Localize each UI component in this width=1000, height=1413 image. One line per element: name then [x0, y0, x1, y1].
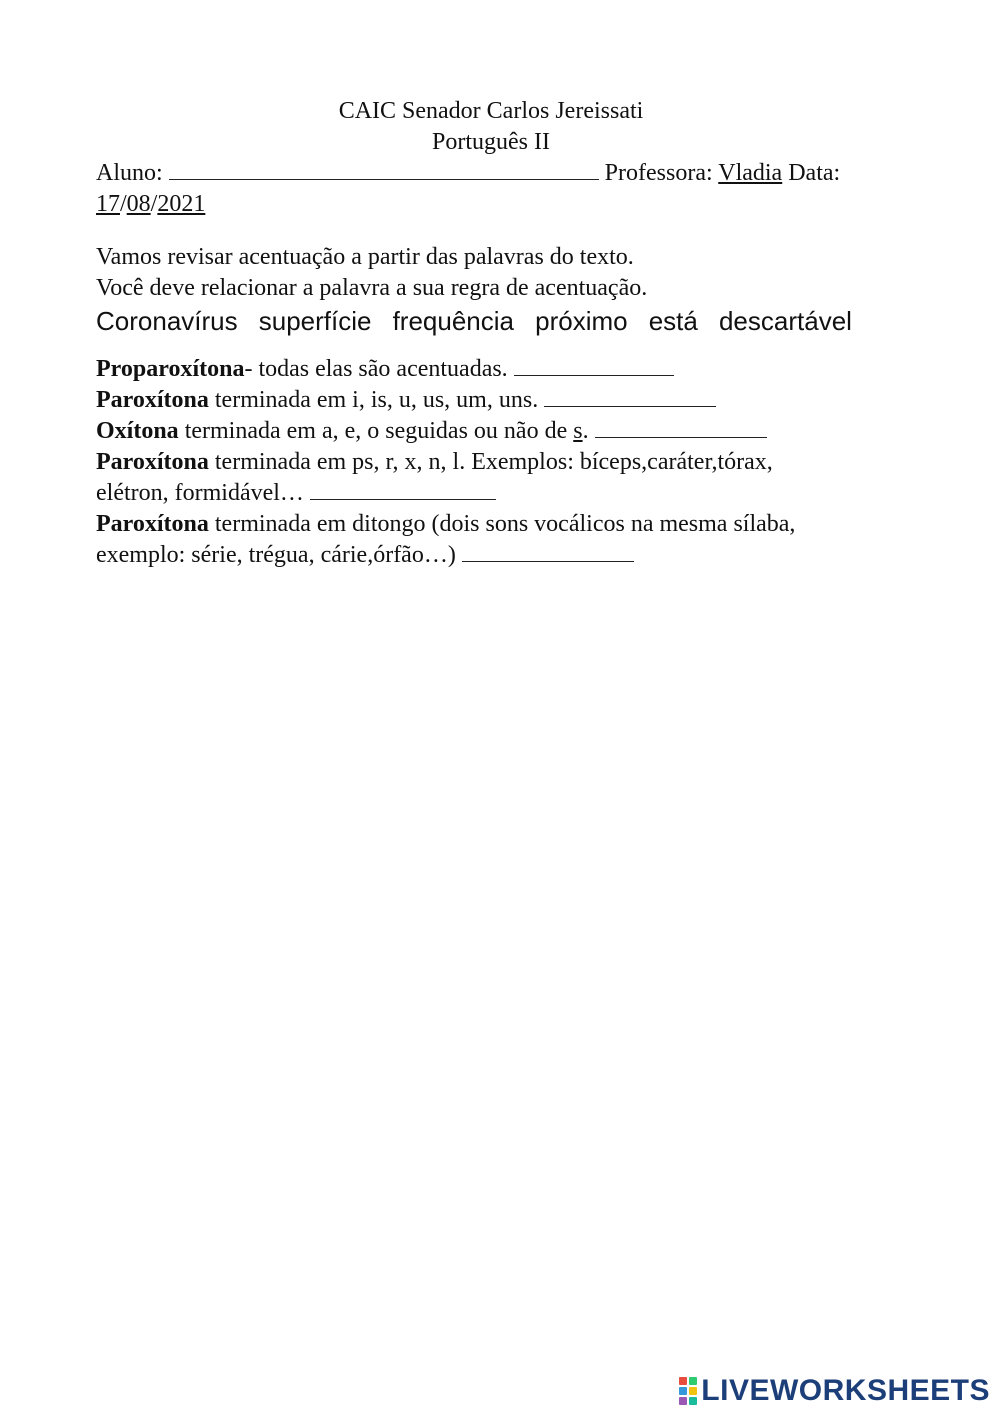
date-separator: / [120, 191, 127, 217]
rule-paroxitona-ps [96, 447, 886, 478]
rule-text: elétron, formidável… [96, 480, 304, 506]
rule-text: - todas elas são acentuadas. [244, 356, 508, 382]
rule-title: Proparoxítona [96, 356, 245, 382]
teacher-label: Professora: [604, 160, 713, 186]
rule-text: terminada em ditongo (dois sons vocálicos na mesma sílaba, [208, 511, 796, 537]
answer-field-1[interactable] [514, 355, 674, 376]
subject-title: Português II [432, 129, 550, 155]
rule-title: Paroxítona [96, 449, 209, 475]
word-item[interactable]: descartável [718, 306, 852, 336]
answer-field-5[interactable] [462, 541, 634, 562]
rule-paroxitona-ditongo-cont [96, 540, 886, 571]
rule-text: terminada em a, e, o seguidas ou não de [178, 418, 574, 444]
answer-field-4[interactable] [310, 479, 496, 500]
rule-title: Paroxítona [96, 511, 209, 537]
worksheet-page [96, 96, 886, 571]
brand-name: LIVEWORKSHEETS [701, 1374, 990, 1407]
rule-paroxitona-ps-cont [96, 478, 886, 509]
rule-oxitona [96, 416, 886, 447]
student-name-field[interactable] [169, 159, 599, 180]
date-label: Data: [788, 160, 841, 186]
date-month: 08 [126, 191, 151, 217]
school-name: CAIC Senador Carlos Jereissati [338, 98, 644, 124]
rule-text: terminada em ps, r, x, n, l. Exemplos: bíceps,caráter,tórax, [208, 449, 773, 475]
word-item[interactable]: Coronavírus [96, 306, 238, 336]
date-separator: / [150, 191, 158, 217]
rule-period: . [582, 418, 589, 444]
liveworksheets-brand [679, 1374, 990, 1408]
word-item[interactable]: frequência [392, 306, 514, 336]
intro-line-1: Vamos revisar acentuação a partir das palavras do texto. [96, 244, 634, 270]
rule-paroxitona-i [96, 385, 886, 416]
word-item[interactable]: próximo [535, 306, 628, 336]
rule-text: terminada em i, is, u, us, um, uns. [208, 387, 539, 413]
liveworksheets-logo-icon [679, 1377, 697, 1405]
rule-underlined-letter: s [573, 418, 583, 444]
answer-field-2[interactable] [544, 386, 716, 407]
word-item[interactable]: superfície [258, 306, 372, 336]
word-list [96, 304, 852, 338]
answer-field-3[interactable] [595, 417, 767, 438]
date-year: 2021 [157, 191, 206, 217]
student-line [96, 158, 886, 189]
date-day: 17 [96, 191, 120, 217]
intro-line-2: Você deve relacionar a palavra a sua regra de acentuação. [96, 275, 648, 301]
rule-proparoxitona [96, 354, 886, 385]
student-label: Aluno: [96, 160, 163, 186]
date-value [96, 189, 886, 220]
rule-paroxitona-ditongo [96, 509, 886, 540]
rule-text: exemplo: série, trégua, cárie,órfão…) [96, 542, 456, 568]
teacher-name: Vladia [718, 160, 783, 186]
word-item[interactable]: está [648, 306, 698, 336]
rule-title: Paroxítona [96, 387, 209, 413]
rule-title: Oxítona [96, 418, 179, 444]
